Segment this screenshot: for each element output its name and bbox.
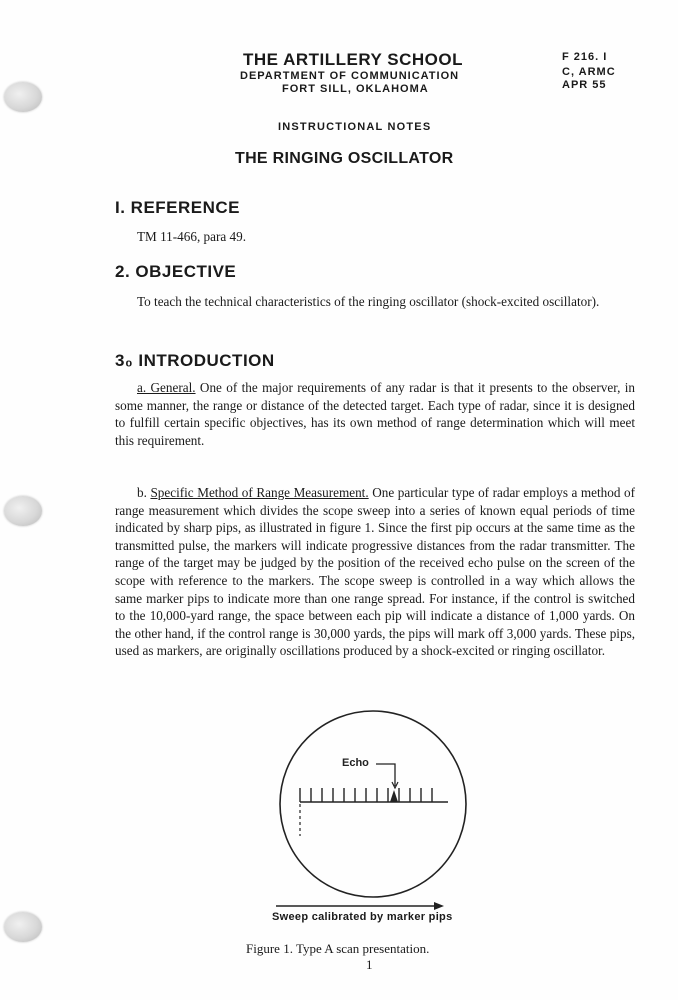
location: FORT SILL, OKLAHOMA [282, 83, 429, 95]
sweep-caption: Sweep calibrated by marker pips [272, 911, 453, 923]
paragraph-general [115, 379, 635, 449]
paragraph-specific [115, 484, 635, 660]
reference-text: TM 11-466, para 49. [137, 229, 247, 244]
scope-face [280, 711, 466, 897]
document-type: INSTRUCTIONAL NOTES [278, 121, 432, 133]
classification: C, ARMC [562, 66, 616, 78]
punch-hole-middle [4, 496, 42, 526]
punch-hole-bottom [4, 912, 42, 942]
document-title: THE RINGING OSCILLATOR [235, 150, 454, 167]
echo-label: Echo [342, 757, 369, 769]
school-name: THE ARTILLERY SCHOOL [243, 50, 463, 69]
paragraph-specific-label: Specific Method of Range Measurement. [150, 485, 369, 500]
section-heading-reference: I. REFERENCE [115, 198, 241, 217]
paragraph-specific-prefix: b. [137, 485, 147, 500]
paragraph-general-body: One of the major requirements of any radar is that it presents to the observer, in some manner, the range or distance of the detected target. Each type of radar, since it is designed to fulfill certain specific objectives, has its own method of range determination which will meet this requirement. [115, 380, 636, 448]
section-heading-introduction: 3₀ INTRODUCTION [115, 351, 275, 370]
issue-date: APR 55 [562, 79, 607, 91]
paragraph-specific-body: One particular type of radar employs a method of range measurement which divides the scope sweep into a series of known equal periods of time indicated by sharp pips, as illustrated in figure 1. Since the first pip occurs at the same time as the transmitted pulse, the markers will indicate progressive distances from the radar transmitter. The range of the target may be judged by the position of the received echo pulse on the screen of the scope with reference to the markers. The scope sweep is controlled in a way which allows the same marker pips to indicate more than one range spread. For instance, if the control is switched to the 10,000-yard range, the space between each pip will indicate a distance of 1,000 yards. On the other hand, if the control range is 30,000 yards, the pips will mark off 3,000 yards. These pips, used as markers, are originally oscillations produced by a shock-excited or ringing oscillator. [115, 485, 636, 659]
page-number: 1 [366, 957, 373, 972]
objective-body: To teach the technical characteristics of the ringing oscillator (shock-excited oscillator). [137, 294, 600, 309]
department-name: DEPARTMENT OF COMMUNICATION [240, 70, 460, 82]
punch-hole-top [4, 82, 42, 112]
paragraph-general-label: a. General. [137, 380, 196, 395]
figure-caption: Figure 1. Type A scan presentation. [246, 941, 430, 956]
section-heading-objective: 2. OBJECTIVE [115, 262, 237, 281]
objective-text [115, 293, 623, 311]
marker-pips [300, 788, 432, 802]
figure-type-a-scan [278, 704, 478, 904]
form-number: F 216. I [562, 51, 608, 63]
echo-pulse [390, 790, 398, 802]
